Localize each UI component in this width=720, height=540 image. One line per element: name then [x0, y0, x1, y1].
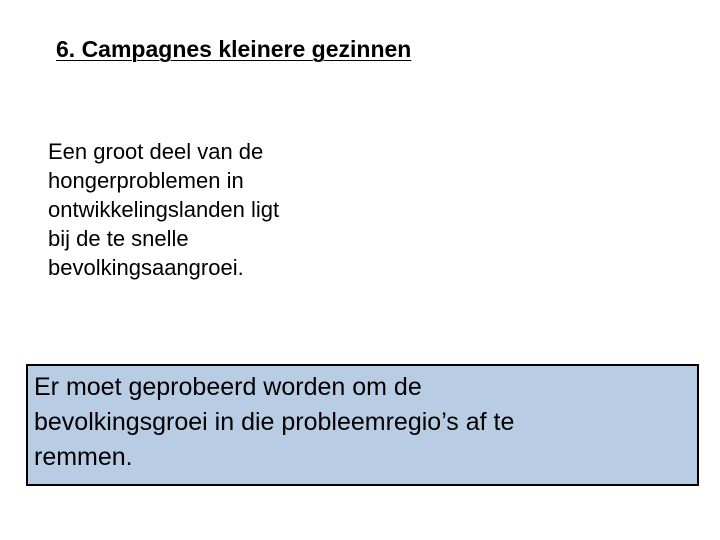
body-line: bevolkingsaangroei.	[48, 255, 244, 280]
callout-line: Er moet geprobeerd worden om de	[34, 373, 422, 401]
callout-text	[34, 370, 514, 475]
body-line: hongerproblemen in	[48, 168, 244, 193]
callout-box	[26, 364, 699, 486]
slide-title: 6. Campagnes kleinere gezinnen	[56, 36, 412, 62]
body-paragraph	[48, 137, 348, 282]
callout-line: remmen.	[34, 443, 133, 471]
callout-line: bevolkingsgroei in die probleemregio’s af te	[34, 408, 515, 436]
body-line: ontwikkelingslanden ligt	[48, 197, 280, 222]
body-line: Een groot deel van de	[48, 139, 264, 164]
body-line: bij de te snelle	[48, 226, 189, 251]
